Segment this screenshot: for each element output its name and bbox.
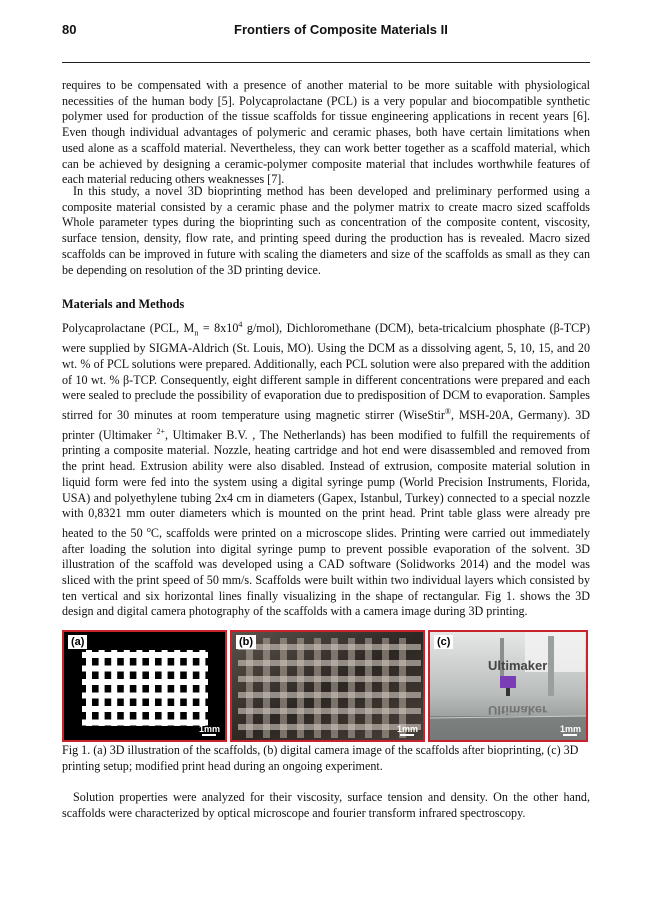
degree-mark: o <box>146 524 151 534</box>
photo-strand-vertical <box>263 638 270 738</box>
panel-b-scale <box>397 724 418 737</box>
scale-label-c: 1mm <box>559 724 581 734</box>
panel-c-label: (c) <box>434 635 453 649</box>
scaffold-strand-vertical <box>162 650 168 726</box>
photo-strand-horizontal <box>238 708 421 714</box>
panel-a-label: (a) <box>68 635 87 649</box>
methods-text-c: g/mol), Dichloromethane (DCM), beta-tricalcium phosphate (β-TCP) were supplied by SIGMA-Aldrich (St. Louis, MO). Using the DCM as a dissolving agent, 5, 10, 15, and 20 wt. % of PCL solutions were prepared. Additionally, each PCL solution were also prepared with the addition of 10 wt. % β-TCP. Consequently, eight different sample in different concentrations were prepared and each were sealed to preclude the possibility of evaporation due to predisposition of DCM to evaporation. Samples stirred for 30 minutes at room temperature using magnetic stirrer (WiseStir <box>62 321 590 422</box>
superscript-4: 4 <box>238 320 243 329</box>
section-heading: Materials and Methods <box>62 297 185 311</box>
scaffold-strand-horizontal <box>82 652 208 658</box>
scaffold-strand-vertical <box>86 650 92 726</box>
registered-mark: ® <box>444 406 451 416</box>
photo-strand-horizontal <box>238 724 421 730</box>
scaffold-strand-horizontal <box>82 666 208 672</box>
scale-bar-c <box>563 734 577 736</box>
photo-strand-vertical <box>365 638 372 738</box>
photo-strand-vertical <box>348 638 355 738</box>
superscript-2plus: 2+ <box>156 426 166 436</box>
photo-strand-vertical <box>297 638 304 738</box>
ultimaker-reflection: Ultimaker <box>488 703 548 717</box>
scale-bar-b <box>400 734 414 736</box>
photo-strand-horizontal <box>238 644 421 650</box>
running-header <box>62 22 590 44</box>
panel-b-scaffold-photo <box>230 630 425 742</box>
intro-paragraph-2: In this study, a novel 3D bioprinting method has been developed and preliminary performed using a composite material consisted by a ceramic phase and the polymer matrix to create macro sized scaffolds Whole parameter types during the bioprinting such as concentration of the composite content, viscosity, surface tension, density, flow rate, and printing speed during the production has is revealed. Macro sized scaffolds can be improved in future with scaling the diameters and size of the scaffolds as small as they can be depending on resolution of the 3D printing device. <box>62 184 590 277</box>
methods-text-f: C, scaffolds were printed on a microscope slides. Printing were carried out immediately after loading the solution into digital syringe pump to prevent possible evaporation of the solvent. 3D illustration of the scaffold was developed using a CAD software (Solidworks 2014) and the model was sliced with the print speed of 50 mm/s. Scaffolds were built within two individual layers which consisted by ten vertical and six horizontal lines finally visualizing in the shape of rectangular. Fig 1. shows the 3D design and digital camera photography of the scaffolds with a camera image during 3D printing. <box>62 525 590 619</box>
figure-caption: Fig 1. (a) 3D illustration of the scaffolds, (b) digital camera image of the scaffolds after bioprinting, (c) 3D printing setup; modified print head during an ongoing experiment. <box>62 743 579 773</box>
scaffold-strand-horizontal <box>82 720 208 726</box>
scaffold-strand-vertical <box>111 650 117 726</box>
photo-strand-vertical <box>399 638 406 738</box>
methods-paragraph <box>62 317 590 620</box>
subscript-n: n <box>194 328 199 338</box>
photo-strand-horizontal <box>238 660 421 666</box>
figure-1 <box>62 630 588 742</box>
photo-strand-vertical <box>331 638 338 738</box>
closing-paragraph: Solution properties were analyzed for their viscosity, surface tension and density. On the other hand, scaffolds were characterized by optical microscope and fourier transform infrared spectroscopy. <box>62 790 590 820</box>
scaffold-strand-vertical <box>199 650 205 726</box>
panel-b-label: (b) <box>236 635 256 649</box>
photo-strand-vertical <box>246 638 253 738</box>
book-title: Frontiers of Composite Materials II <box>234 22 448 37</box>
scaffold-strand-vertical <box>187 650 193 726</box>
methods-text-b: = 8x10 <box>198 321 239 336</box>
scaffold-strand-horizontal <box>82 679 208 685</box>
scaffold-strand-vertical <box>174 650 180 726</box>
methods-text-a: Polycaprolactane (PCL, M <box>62 321 195 336</box>
page-number: 80 <box>62 22 77 37</box>
photo-strand-vertical <box>280 638 287 738</box>
scaffold-strand-vertical <box>99 650 105 726</box>
scaffold-strand-vertical <box>149 650 155 726</box>
photo-strand-vertical <box>314 638 321 738</box>
ultimaker-logo: Ultimaker <box>488 658 548 673</box>
panel-c-printer-setup <box>428 630 588 742</box>
scaffold-strand-vertical <box>136 650 142 726</box>
scale-bar-a <box>202 734 216 736</box>
methods-text-d: , MSH-20A, Germany). 3D printer (Ultimaker <box>62 407 590 442</box>
methods-text-e: , Ultimaker B.V. , The Netherlands) has been modified to fulfill the requirements of printing a composite material. Nozzle, heating cartridge and hot end were disassembled and removed from the print head. Extrusion ability were also disabled. Instead of extrusion, composite material solution in liquid form were fed into the system using a digital syringe pump (World Precision Instruments, Florida, USA) and polyethylene tubing 2x4 cm in diameters (Gapex, Istanbul, Turkey) connected to a special nozzle with 0,8321 mm outer diameters which is mounted on the print head. Print table glass were already pre heated to the 50 <box>62 427 590 540</box>
panel-a-cad-illustration <box>62 630 227 742</box>
scale-label-a: 1mm <box>198 724 220 734</box>
photo-strand-vertical <box>382 638 389 738</box>
panel-a-scale <box>199 724 220 737</box>
panel-c-scale <box>560 724 581 737</box>
intro-paragraph-1: requires to be compensated with a presence of another material to be more suitable with physiological necessities of the human body [5]. Polycaprolactane (PCL) is a very popular and biocompatible synthetic polymer used for production of the tissue scaffolds for tissue engineering applications in recent years [6]. Even though individual advantages of polymeric and ceramic phases, both have certain limitations when used alone as a scaffold material. Nevertheless, they can work better together as a scaffold material, which can be achieved by designing a ceramic-polymer composite material that includes worthwhile features of each material reducing others weaknesses [7]. <box>62 78 590 187</box>
scaffold-strand-vertical <box>124 650 130 726</box>
scaffold-strand-horizontal <box>82 706 208 712</box>
photo-strand-horizontal <box>238 676 421 682</box>
photo-strand-horizontal <box>238 692 421 698</box>
scaffold-strand-horizontal <box>82 693 208 699</box>
scale-label-b: 1mm <box>396 724 418 734</box>
header-rule <box>62 62 590 63</box>
